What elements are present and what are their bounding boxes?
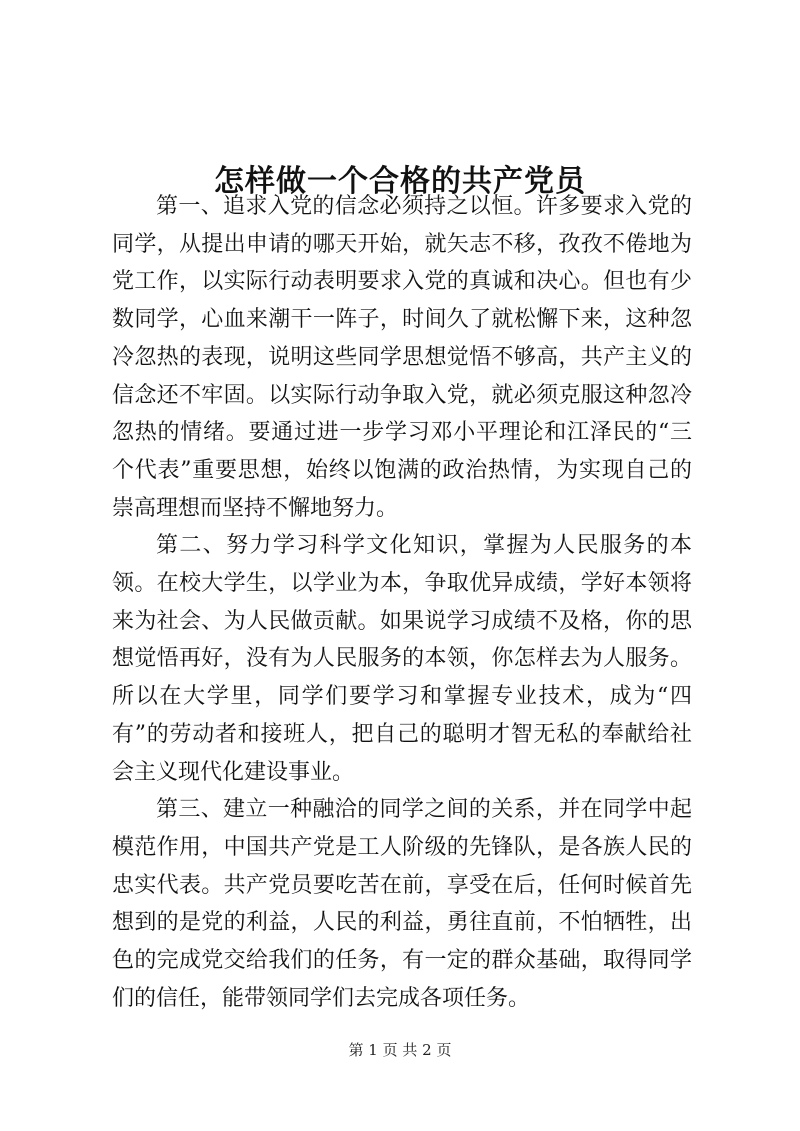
- document-body: [112, 188, 692, 1017]
- document-title: 怎样做一个合格的共产党员: [214, 164, 586, 200]
- paragraph-3: 第三、建立一种融洽的同学之间的关系，并在同学中起模范作用，中国共产党是工人阶级的先锋队，是各族人民的忠实代表。共产党员要吃苦在前，享受在后，任何时候首先想到的是党的利益，人民的利益，勇往直前，不怕牺牲，出色的完成党交给我们的任务，有一定的群众基础，取得同学们的信任，能带领同学们去完成各项任务。: [112, 797, 692, 1011]
- page-number-footer: 第 1 页 共 2 页: [348, 1041, 452, 1059]
- paragraph-1: 第一、追求入党的信念必须持之以恒。许多要求入党的同学，从提出申请的哪天开始，就矢志不移，孜孜不倦地为党工作，以实际行动表明要求入党的真诚和决心。但也有少数同学，心血来潮干一阵子，时间久了就松懈下来，这种忽冷忽热的表现，说明这些同学思想觉悟不够高，共产主义的信念还不牢固。以实际行动争取入党，就必须克服这种忽冷忽热的情绪。要通过进一步学习邓小平理论和江泽民的“三个代表”重要思想，始终以饱满的政治热情，为实现自己的崇高理想而坚持不懈地努力。: [112, 194, 692, 521]
- paragraph-2: 第二、努力学习科学文化知识，掌握为人民服务的本领。在校大学生，以学业为本，争取优异成绩，学好本领将来为社会、为人民做贡献。如果说学习成绩不及格，你的思想觉悟再好，没有为人民服务的本领，你怎样去为人服务。所以在大学里，同学们要学习和掌握专业技术，成为“四有”的劳动者和接班人，把自己的聪明才智无私的奉献给社会主义现代化建设事业。: [112, 533, 692, 785]
